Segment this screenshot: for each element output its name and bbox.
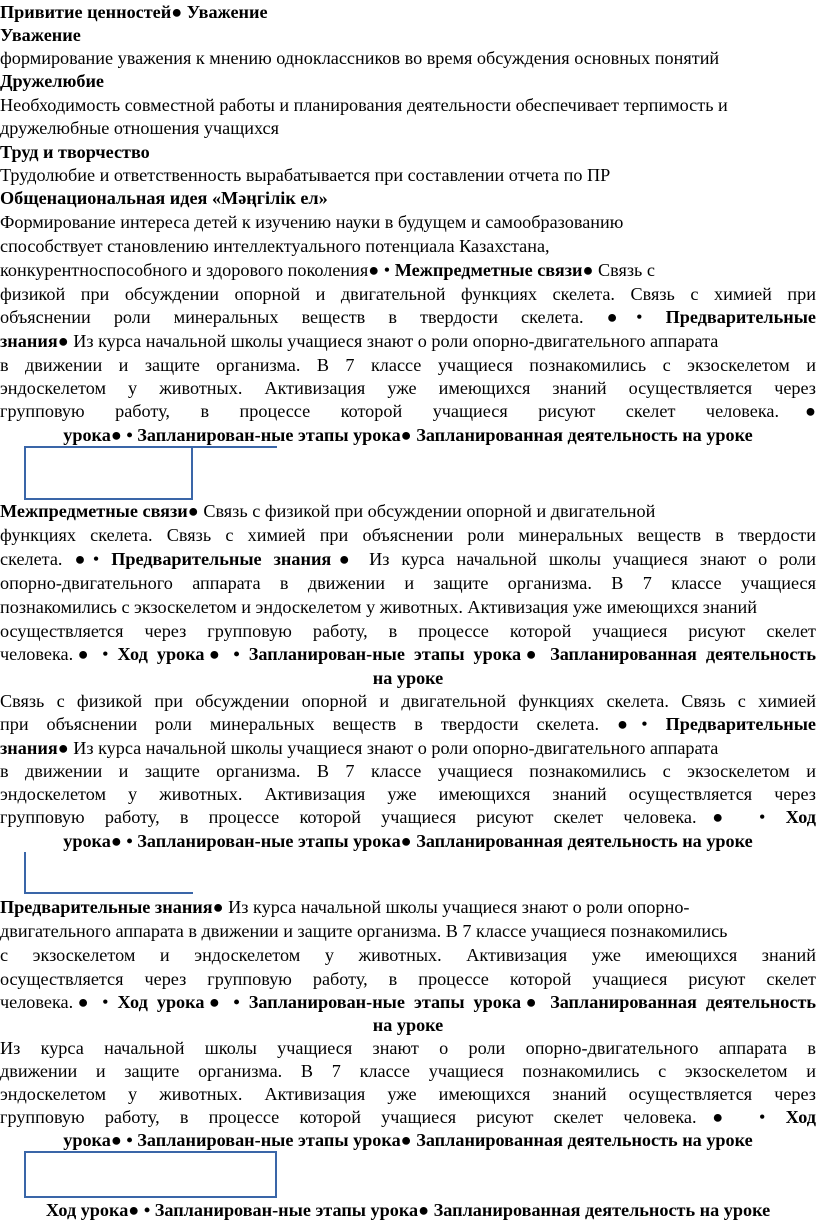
heading-values bbox=[0, 1, 816, 23]
text-run: в движении и защите организма. В 7 классе учащиеся познакомились с экзоскелетом и bbox=[0, 761, 816, 781]
bold-text: Предварительные bbox=[665, 714, 816, 734]
empty-frame bbox=[24, 1151, 277, 1198]
text-run: физикой при обсуждении опорной и двигательной функциях скелета. Связь с химией при bbox=[0, 284, 816, 304]
lesson-stages-heading bbox=[0, 830, 816, 852]
bold-text: урока● • Запланирован-ные этапы урока● Запланированная деятельность на уроке bbox=[63, 1130, 753, 1150]
frame-rule bbox=[191, 446, 277, 500]
text-run: человека.● • bbox=[0, 644, 118, 664]
paragraph-line bbox=[0, 643, 816, 665]
bold-text: Общенациональная идея «Мәңгілік ел» bbox=[0, 188, 328, 208]
text-run: Необходимость совместной работы и планирования деятельности обеспечивает терпимость и bbox=[0, 95, 728, 115]
text-run: Формирование интереса детей к изучению науки в будущем и самообразованию bbox=[0, 212, 624, 232]
bold-text: урока● • Запланирован-ные этапы урока● Запланированная деятельность на уроке bbox=[63, 425, 753, 445]
text-run: способствует становлению интеллектуального потенциала Казахстана, bbox=[0, 236, 550, 256]
paragraph-line bbox=[0, 1014, 816, 1036]
text-run: дружелюбные отношения учащихся bbox=[0, 118, 279, 138]
bold-text: Ход bbox=[785, 1107, 816, 1127]
text-run: ● Из курса начальной школы учащиеся знают о роли опорно- bbox=[212, 897, 690, 917]
paragraph-line bbox=[0, 1106, 816, 1128]
text-run: скелета. ●• bbox=[0, 549, 112, 569]
paragraph-line bbox=[0, 211, 816, 233]
text-run: групповую работу, в процессе которой учащиеся рисуют скелет человека.● • bbox=[0, 807, 786, 827]
text-run: при объяснении роли минеральных веществ в твердости скелета. ●• bbox=[0, 714, 666, 734]
text-run: человека.● • bbox=[0, 992, 118, 1012]
heading-friendliness bbox=[0, 70, 816, 92]
text-run: движении и защите организма. В 7 классе учащиеся познакомились с экзоскелетом и bbox=[0, 1061, 816, 1081]
text-run: групповую работу, в процессе которой учащиеся рисуют скелет человека.● bbox=[0, 401, 816, 421]
text-run: функциях скелета. Связь с химией при объяснении роли минеральных веществ в твердости bbox=[0, 525, 816, 545]
text-run: групповую работу, в процессе которой учащиеся рисуют скелет человека.● • bbox=[0, 1107, 786, 1127]
text-run: в движении и защите организма. В 7 классе учащиеся познакомились с экзоскелетом и bbox=[0, 355, 816, 375]
paragraph-line bbox=[0, 306, 816, 328]
paragraph-line bbox=[0, 920, 816, 942]
text-friendliness-2 bbox=[0, 117, 816, 139]
bold-text: знания bbox=[0, 738, 58, 758]
bold-text: на уроке bbox=[372, 668, 444, 688]
bold-text: Труд и творчество bbox=[0, 142, 150, 162]
paragraph-line bbox=[0, 524, 816, 546]
paragraph-line bbox=[0, 760, 816, 782]
paragraph-line bbox=[0, 548, 816, 570]
paragraph-line bbox=[0, 1083, 816, 1105]
bold-text: Ход bbox=[785, 807, 816, 827]
text-run: осуществляется через групповую работу, в процессе которой учащиеся рисуют скелет bbox=[0, 621, 816, 641]
bold-text: Межпредметные связи bbox=[0, 501, 188, 521]
text-run: ● Связь с bbox=[582, 260, 655, 280]
paragraph-line bbox=[0, 377, 816, 399]
text-run: опорно-двигательного аппарата в движении и защите организма. В 7 классе учащиеся bbox=[0, 573, 816, 593]
lesson-stages-heading bbox=[0, 1199, 816, 1221]
text-labor bbox=[0, 164, 816, 186]
bold-text: Предварительные знания bbox=[111, 549, 332, 569]
bold-text: на уроке bbox=[372, 1015, 444, 1035]
text-run: Из курса начальной школы учащиеся знают о роли опорно-двигательного аппарата в bbox=[0, 1038, 816, 1058]
bold-text: Уважение bbox=[0, 25, 81, 45]
heading-national-idea bbox=[0, 187, 816, 209]
text-run: эндоскелетом у животных. Активизация уже имеющихся знаний осуществляется через bbox=[0, 378, 816, 398]
text-run: осуществляется через групповую работу, в процессе которой учащиеся рисуют скелет bbox=[0, 969, 816, 989]
text-run: Трудолюбие и ответственность вырабатывается при составлении отчета по ПР bbox=[0, 165, 611, 185]
paragraph-line bbox=[0, 330, 816, 352]
paragraph-line bbox=[0, 235, 816, 257]
bold-text: Привитие ценностей● Уважение bbox=[0, 2, 268, 22]
text-run: эндоскелетом у животных. Активизация уже имеющихся знаний осуществляется через bbox=[0, 1084, 816, 1104]
text-run: с экзоскелетом и эндоскелетом у животных. Активизация уже имеющихся знаний bbox=[0, 945, 816, 965]
paragraph-line bbox=[0, 283, 816, 305]
paragraph-line bbox=[0, 354, 816, 376]
bold-text: Предварительные bbox=[665, 307, 816, 327]
heading-labor bbox=[0, 141, 816, 163]
text-respect bbox=[0, 47, 816, 69]
paragraph-line bbox=[0, 968, 816, 990]
paragraph-line bbox=[0, 1037, 816, 1059]
text-run: конкурентноспособного и здорового поколения● • bbox=[0, 260, 395, 280]
bold-text: Ход урока● • Запланирован-ные этапы урока● Запланированная деятельность bbox=[117, 644, 816, 664]
paragraph-line bbox=[0, 1060, 816, 1082]
paragraph-line bbox=[0, 259, 816, 281]
lesson-stages-heading bbox=[0, 1129, 816, 1151]
bold-text: Ход урока● • Запланирован-ные этапы урока● Запланированная деятельность на уроке bbox=[45, 1200, 771, 1220]
paragraph-line bbox=[0, 737, 816, 759]
text-run: ● Из курса начальной школы учащиеся знают о роли опорно-двигательного аппарата bbox=[57, 738, 719, 758]
paragraph-line bbox=[0, 400, 816, 422]
paragraph-line bbox=[0, 690, 816, 712]
text-run: Связь с физикой при обсуждении опорной и двигательной функциях скелета. Связь с химией bbox=[0, 691, 816, 711]
bold-text: знания bbox=[0, 331, 58, 351]
bold-text: Дружелюбие bbox=[0, 71, 105, 91]
lesson-stages-heading bbox=[0, 424, 816, 446]
paragraph-line bbox=[0, 806, 816, 828]
paragraph-line bbox=[0, 500, 816, 522]
bold-text: Ход урока● • Запланирован-ные этапы урока● Запланированная деятельность bbox=[117, 992, 816, 1012]
text-run: эндоскелетом у животных. Активизация уже имеющихся знаний осуществляется через bbox=[0, 784, 816, 804]
paragraph-line bbox=[0, 991, 816, 1013]
text-run: объяснении роли минеральных веществ в твердости скелета. ●• bbox=[0, 307, 666, 327]
text-run: формирование уважения к мнению одноклассников во время обсуждения основных понятий bbox=[0, 48, 720, 68]
paragraph-line bbox=[0, 667, 816, 689]
bold-text: урока● • Запланирован-ные этапы урока● Запланированная деятельность на уроке bbox=[63, 831, 753, 851]
heading-respect bbox=[0, 24, 816, 46]
bold-text: Предварительные знания bbox=[0, 897, 213, 917]
paragraph-line bbox=[0, 896, 816, 918]
paragraph-line bbox=[0, 572, 816, 594]
bold-text: Межпредметные связи bbox=[394, 260, 583, 280]
text-run: ● Из курса начальной школы учащиеся знают о роли bbox=[331, 549, 816, 569]
text-run: познакомились с экзоскелетом и эндоскелетом у животных. Активизация уже имеющихся знаний bbox=[0, 597, 757, 617]
paragraph-line bbox=[0, 620, 816, 642]
empty-frame bbox=[24, 852, 193, 894]
text-run: ● Из курса начальной школы учащиеся знают о роли опорно-двигательного аппарата bbox=[57, 331, 719, 351]
text-run: двигательного аппарата в движении и защите организма. В 7 классе учащиеся познакомились bbox=[0, 921, 728, 941]
paragraph-line bbox=[0, 713, 816, 735]
empty-frame bbox=[24, 446, 193, 500]
paragraph-line bbox=[0, 944, 816, 966]
paragraph-line bbox=[0, 783, 816, 805]
text-run: ● Связь с физикой при обсуждении опорной и двигательной bbox=[187, 501, 656, 521]
paragraph-line bbox=[0, 596, 816, 618]
text-friendliness-1 bbox=[0, 94, 816, 116]
